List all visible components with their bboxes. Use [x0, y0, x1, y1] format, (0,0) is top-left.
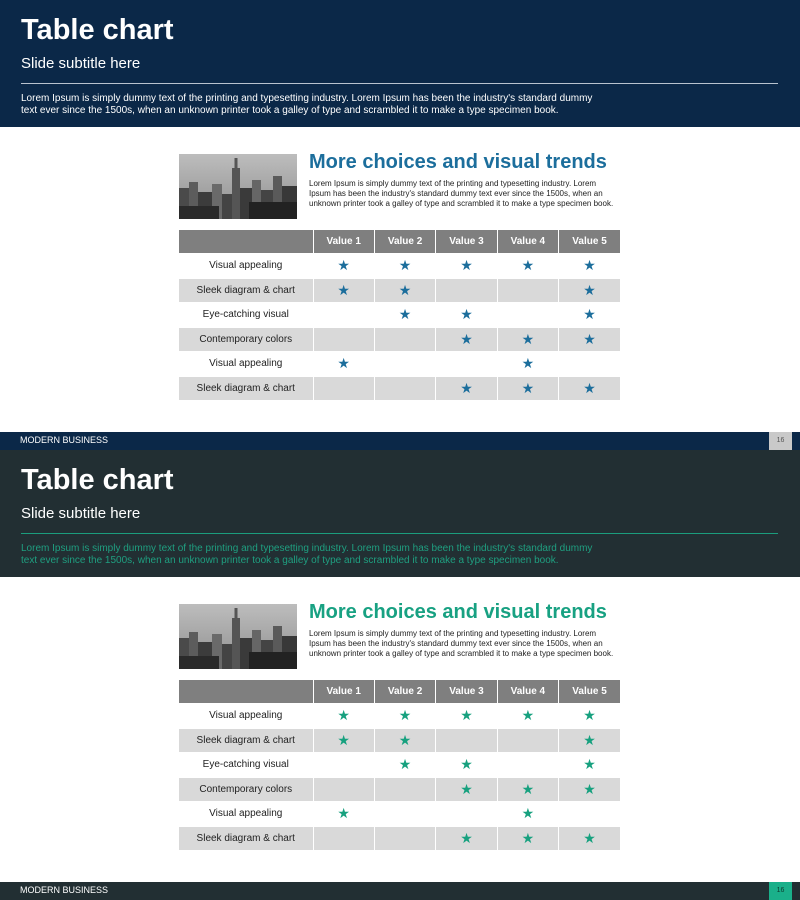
- star-icon: ★: [583, 731, 596, 748]
- table-column-header: Value 5: [559, 230, 620, 254]
- table-cell: [313, 728, 374, 753]
- table-row: [179, 254, 620, 279]
- row-label: Sleek diagram & chart: [179, 728, 313, 753]
- star-icon: ★: [521, 355, 535, 372]
- table-cell: [436, 802, 497, 827]
- row-label: Sleek diagram & chart: [179, 278, 313, 303]
- table-cell: [559, 327, 620, 352]
- page-number: 16: [769, 432, 792, 450]
- star-icon: ★: [521, 829, 535, 846]
- table-cell: [559, 826, 620, 850]
- table-cell: [559, 704, 620, 729]
- row-label: Visual appealing: [179, 254, 313, 279]
- star-icon: ★: [460, 306, 473, 323]
- star-icon: ★: [583, 306, 596, 323]
- slide-header: [0, 0, 800, 127]
- table-cell: [313, 327, 374, 352]
- row-label: Sleek diagram & chart: [179, 826, 313, 850]
- table-cell: [313, 826, 374, 850]
- table-row: [179, 704, 620, 729]
- star-icon: ★: [398, 281, 412, 298]
- footer-label: MODERN BUSINESS: [20, 435, 109, 445]
- table-column-header: Value 5: [559, 680, 620, 704]
- star-icon: ★: [521, 707, 535, 724]
- table-cell: [374, 327, 435, 352]
- slide-2: [0, 450, 800, 900]
- slide-footer: [0, 432, 800, 450]
- star-icon: ★: [337, 355, 350, 372]
- star-icon: ★: [398, 257, 412, 274]
- star-icon: ★: [398, 306, 412, 323]
- table-cell: [497, 352, 558, 377]
- table-cell: [374, 376, 435, 400]
- section-heading: More choices and visual trends: [309, 151, 607, 173]
- table-cell: [374, 278, 435, 303]
- table-header-corner: [179, 680, 313, 704]
- table-row: [179, 728, 620, 753]
- table-column-header: Value 1: [313, 680, 374, 704]
- star-icon: ★: [521, 330, 535, 347]
- star-icon: ★: [398, 756, 412, 773]
- table-cell: [436, 777, 497, 802]
- table-cell: [559, 303, 620, 328]
- table-cell: [497, 728, 558, 753]
- table-cell: [559, 753, 620, 778]
- table-cell: [436, 753, 497, 778]
- intro-text: Lorem Ipsum is simply dummy text of the printing and typesetting industry. Lorem Ipsum has been the industry's standard dummy text ever since the 1500s, when an unknown printer took a galley of type and scrambled it to make a type specimen book.: [21, 93, 593, 116]
- star-icon: ★: [460, 707, 473, 724]
- table-cell: [374, 352, 435, 377]
- table-cell: [374, 753, 435, 778]
- page-number: 16: [769, 882, 792, 900]
- slide-subtitle: Slide subtitle here: [21, 505, 141, 522]
- table-cell: [559, 376, 620, 400]
- section-description: Lorem Ipsum is simply dummy text of the printing and typesetting industry. Lorem Ipsum has been the industry's standard dummy text ever since the 1500s, when an unknown printer took a galley of type and scrambled it to make a type specimen book.: [309, 179, 614, 208]
- comparison-table: [179, 680, 620, 850]
- star-icon: ★: [337, 805, 350, 822]
- table-column-header: Value 1: [313, 230, 374, 254]
- row-label: Contemporary colors: [179, 327, 313, 352]
- table-cell: [497, 802, 558, 827]
- table-header-row: [179, 680, 620, 704]
- star-icon: ★: [583, 756, 596, 773]
- star-icon: ★: [460, 257, 473, 274]
- star-icon: ★: [583, 829, 596, 846]
- table-row: [179, 753, 620, 778]
- footer-label: MODERN BUSINESS: [20, 885, 109, 895]
- table-cell: [374, 777, 435, 802]
- table-cell: [497, 826, 558, 850]
- table-cell: [313, 278, 374, 303]
- section-heading: More choices and visual trends: [309, 601, 607, 623]
- table-row: [179, 777, 620, 802]
- header-divider: [21, 83, 778, 84]
- table-cell: [497, 777, 558, 802]
- city-skyline-image: [179, 604, 297, 669]
- row-label: Visual appealing: [179, 352, 313, 377]
- table-cell: [313, 704, 374, 729]
- table-cell: [559, 802, 620, 827]
- table-cell: [559, 254, 620, 279]
- star-icon: ★: [583, 780, 596, 797]
- comparison-table: [179, 230, 620, 400]
- table-cell: [559, 728, 620, 753]
- star-icon: ★: [583, 257, 596, 274]
- star-icon: ★: [583, 379, 596, 396]
- star-icon: ★: [337, 257, 350, 274]
- row-label: Visual appealing: [179, 704, 313, 729]
- table-cell: [559, 777, 620, 802]
- table-cell: [436, 728, 497, 753]
- slide-footer: [0, 882, 800, 900]
- star-icon: ★: [460, 756, 473, 773]
- table-cell: [436, 254, 497, 279]
- star-icon: ★: [583, 330, 596, 347]
- slide-title: Table chart: [21, 14, 174, 46]
- table-cell: [313, 753, 374, 778]
- city-skyline-image: [179, 154, 297, 219]
- table-column-header: Value 3: [436, 230, 497, 254]
- star-icon: ★: [460, 829, 473, 846]
- header-divider: [21, 533, 778, 534]
- slide-title: Table chart: [21, 464, 174, 496]
- table-column-header: Value 4: [497, 680, 558, 704]
- table-cell: [436, 303, 497, 328]
- table-row: [179, 802, 620, 827]
- star-icon: ★: [521, 780, 535, 797]
- star-icon: ★: [460, 379, 473, 396]
- table-header-row: [179, 230, 620, 254]
- section-description: Lorem Ipsum is simply dummy text of the printing and typesetting industry. Lorem Ipsum has been the industry's standard dummy text ever since the 1500s, when an unknown printer took a galley of type and scrambled it to make a type specimen book.: [309, 629, 614, 658]
- table-cell: [436, 704, 497, 729]
- table-cell: [559, 352, 620, 377]
- star-icon: ★: [521, 805, 535, 822]
- table-row: [179, 278, 620, 303]
- table-row: [179, 327, 620, 352]
- table-cell: [436, 826, 497, 850]
- star-icon: ★: [521, 257, 535, 274]
- table-cell: [374, 704, 435, 729]
- row-label: Visual appealing: [179, 802, 313, 827]
- table-row: [179, 303, 620, 328]
- table-cell: [436, 352, 497, 377]
- table-column-header: Value 3: [436, 680, 497, 704]
- table-column-header: Value 2: [374, 680, 435, 704]
- intro-text: Lorem Ipsum is simply dummy text of the printing and typesetting industry. Lorem Ipsum has been the industry's standard dummy text ever since the 1500s, when an unknown printer took a galley of type and scrambled it to make a type specimen book.: [21, 543, 593, 566]
- star-icon: ★: [337, 281, 350, 298]
- slide-header: [0, 450, 800, 577]
- table-cell: [497, 303, 558, 328]
- table-cell: [313, 802, 374, 827]
- table-cell: [374, 254, 435, 279]
- star-icon: ★: [583, 281, 596, 298]
- table-cell: [497, 254, 558, 279]
- table-cell: [497, 376, 558, 400]
- table-column-header: Value 2: [374, 230, 435, 254]
- star-icon: ★: [337, 707, 350, 724]
- table-cell: [559, 278, 620, 303]
- table-cell: [313, 376, 374, 400]
- row-label: Eye-catching visual: [179, 753, 313, 778]
- table-cell: [436, 376, 497, 400]
- table-row: [179, 376, 620, 400]
- row-label: Sleek diagram & chart: [179, 376, 313, 400]
- star-icon: ★: [583, 707, 596, 724]
- table-cell: [436, 278, 497, 303]
- table-cell: [374, 802, 435, 827]
- star-icon: ★: [337, 731, 350, 748]
- slide-subtitle: Slide subtitle here: [21, 55, 141, 72]
- table-cell: [436, 327, 497, 352]
- table-column-header: Value 4: [497, 230, 558, 254]
- table-cell: [497, 278, 558, 303]
- star-icon: ★: [521, 379, 535, 396]
- table-header-corner: [179, 230, 313, 254]
- table-cell: [313, 254, 374, 279]
- star-icon: ★: [398, 707, 412, 724]
- table-cell: [313, 303, 374, 328]
- row-label: Contemporary colors: [179, 777, 313, 802]
- table-cell: [374, 728, 435, 753]
- star-icon: ★: [460, 780, 473, 797]
- table-cell: [374, 826, 435, 850]
- table-cell: [497, 327, 558, 352]
- table-row: [179, 352, 620, 377]
- table-row: [179, 826, 620, 850]
- row-label: Eye-catching visual: [179, 303, 313, 328]
- table-cell: [313, 352, 374, 377]
- star-icon: ★: [460, 330, 473, 347]
- table-cell: [497, 704, 558, 729]
- star-icon: ★: [398, 731, 412, 748]
- table-cell: [313, 777, 374, 802]
- table-cell: [497, 753, 558, 778]
- table-cell: [374, 303, 435, 328]
